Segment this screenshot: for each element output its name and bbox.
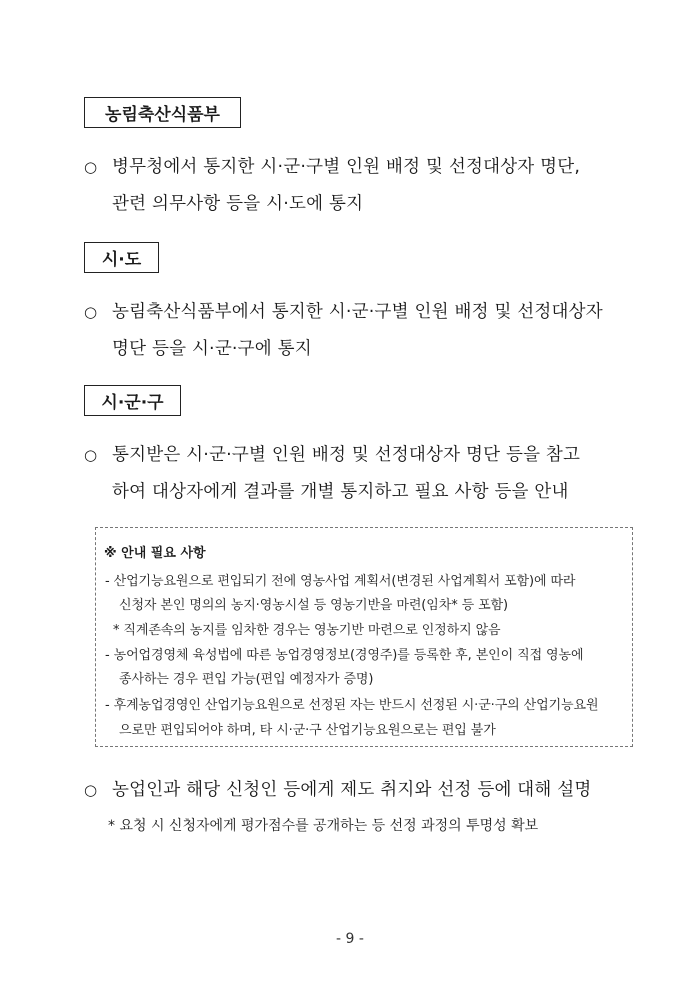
- bullet-item: [84, 153, 580, 178]
- notice-item-continuation: 으로만 편입되어야 하며, 타 시·군·구 산업기능요원으로는 편입 불가: [119, 723, 496, 738]
- notice-item-continuation: 신청자 본인 명의의 농지·영농시설 등 영농기반을 마련(임차* 등 포함): [119, 598, 509, 613]
- bullet-text: 농업인과 해당 신청인 등에게 제도 취지와 선정 등에 대해 설명: [112, 780, 592, 800]
- notice-item: - 후계농업경영인 산업기능요원으로 선정된 자는 반드시 선정된 시·군·구의 산업기능요원: [105, 698, 599, 713]
- bullet-item: [84, 776, 592, 801]
- bullet-text: 통지받은 시·군·구별 인원 배정 및 선정대상자 명단 등을 참고: [112, 445, 581, 465]
- page-number: - 9 -: [336, 931, 364, 947]
- bullet-circle-icon: ○: [84, 781, 98, 799]
- notice-box-title: ※ 안내 필요 사항: [104, 546, 206, 561]
- bullet-continuation: 관련 의무사항 등을 시·도에 통지: [112, 194, 364, 214]
- bullet-circle-icon: ○: [84, 303, 98, 321]
- bullet-circle-icon: ○: [84, 446, 98, 464]
- bullet-continuation: 명단 등을 시·군·구에 통지: [112, 339, 312, 359]
- bullet-item: [84, 298, 603, 323]
- section-heading-ministry: [84, 97, 241, 128]
- notice-footnote: * 직계존속의 농지를 임차한 경우는 영농기반 마련으로 인정하지 않음: [113, 623, 501, 638]
- bullet-text: 농림축산식품부에서 통지한 시·군·구별 인원 배정 및 선정대상자: [112, 302, 603, 322]
- section-heading-text: 농림축산식품부: [105, 105, 220, 125]
- section-heading-province: [84, 242, 159, 273]
- bullet-text: 병무청에서 통지한 시·군·구별 인원 배정 및 선정대상자 명단,: [112, 157, 581, 177]
- notice-item: - 농어업경영체 육성법에 따른 농업경영정보(경영주)를 등록한 후, 본인이 직접 영농에: [105, 648, 584, 663]
- sub-footnote: * 요청 시 신청자에게 평가점수를 공개하는 등 선정 과정의 투명성 확보: [108, 818, 539, 834]
- section-heading-text: 시·도: [101, 250, 142, 270]
- notice-item: - 산업기능요원으로 편입되기 전에 영농사업 계획서(변경된 사업계획서 포함)에 따라: [105, 574, 576, 589]
- bullet-item: [84, 441, 580, 466]
- bullet-continuation: 하여 대상자에게 결과를 개별 통지하고 필요 사항 등을 안내: [112, 482, 569, 502]
- notice-item-continuation: 종사하는 경우 편입 가능(편입 예정자가 증명): [119, 672, 374, 687]
- section-heading-city-county-district: [84, 385, 181, 416]
- bullet-circle-icon: ○: [84, 158, 98, 176]
- section-heading-text: 시·군·구: [101, 393, 164, 413]
